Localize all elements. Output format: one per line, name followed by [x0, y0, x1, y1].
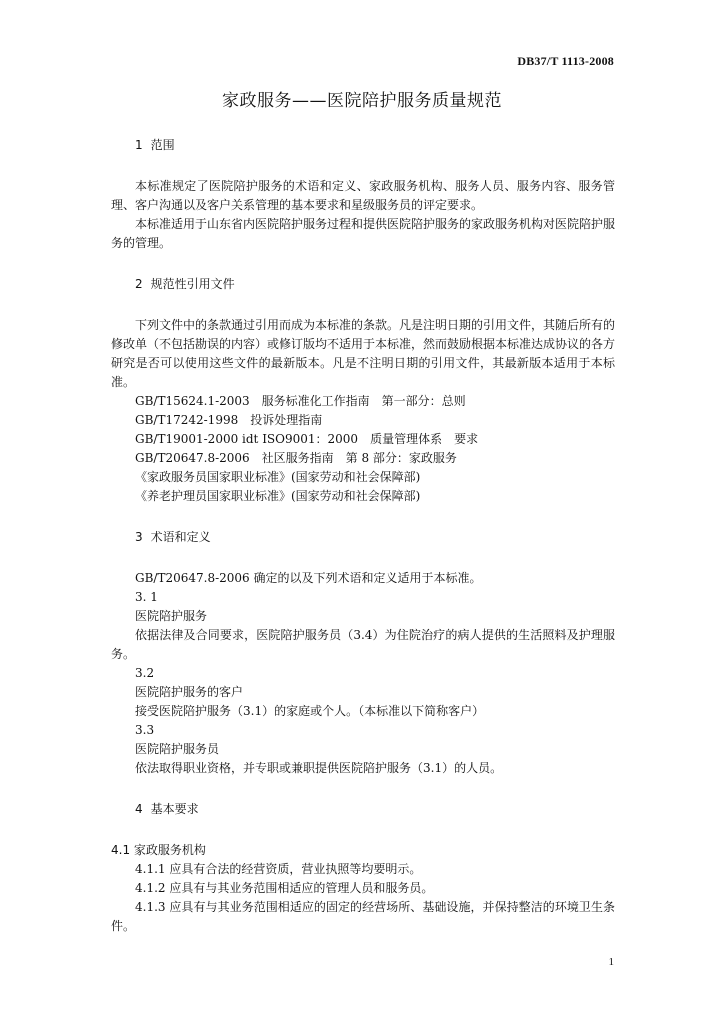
section-3-intro: GB/T20647.8-2006 确定的以及下列术语和定义适用于本标准。: [135, 571, 482, 585]
term-definition: 依法取得职业资格，并专职或兼职提供医院陪护服务（3.1）的人员。: [135, 761, 503, 775]
document-body: [111, 136, 615, 936]
section-2-heading: [111, 275, 615, 294]
section-number: 2: [135, 277, 143, 291]
standard-code: DB37/T 1113-2008: [517, 54, 614, 68]
term-name: 医院陪护服务: [135, 609, 208, 623]
subsection-4-1-heading: [111, 841, 615, 860]
term-number: 3.2: [135, 666, 155, 680]
reference-item: GB/T15624.1-2003 服务标准化工作指南 第一部分：总则: [135, 394, 466, 408]
term-number: 3.3: [135, 723, 155, 737]
section-number: 1: [135, 138, 143, 152]
requirement-item: 4.1.3 应具有与其业务范围相适应的固定的经营场所、基础设施，并保持整洁的环境卫生条件。: [111, 900, 615, 933]
section-4-heading: [111, 800, 615, 819]
reference-item: GB/T20647.8-2006 社区服务指南 第 8 部分：家政服务: [135, 451, 457, 465]
term-number: 3. 1: [135, 590, 158, 604]
section-title: 基本要求: [150, 802, 199, 816]
reference-item: 《家政服务员国家职业标准》(国家劳动和社会保障部): [135, 470, 421, 484]
term-definition: 依据法律及合同要求，医院陪护服务员（3.4）为住院治疗的病人提供的生活照料及护理服务。: [111, 628, 615, 661]
subsection-title: 家政服务机构: [133, 843, 206, 857]
subsection-number: 4.1: [111, 843, 131, 857]
section-1-paragraph-2: 本标准适用于山东省内医院陪护服务过程和提供医院陪护服务的家政服务机构对医院陪护服务的管理。: [111, 217, 616, 250]
section-2-paragraph: 下列文件中的条款通过引用而成为本标准的条款。凡是注明日期的引用文件，其随后所有的修改单（不包括勘误的内容）或修订版均不适用于本标准，然而鼓励根据本标准达成协议的各方研究是否可以使用这些文件的最新版本。凡是不注明日期的引用文件，其最新版本适用于本标准。: [111, 318, 616, 389]
section-number: 4: [135, 802, 143, 816]
section-title: 范围: [150, 138, 175, 152]
reference-item: GB/T17242-1998 投诉处理指南: [135, 413, 323, 427]
page-number: 1: [608, 956, 614, 968]
requirement-item: 4.1.1 应具有合法的经营资质，营业执照等均要明示。: [135, 862, 422, 876]
section-3-heading: [111, 528, 615, 547]
section-number: 3: [135, 530, 143, 544]
requirement-item: 4.1.2 应具有与其业务范围相适应的管理人员和服务员。: [135, 881, 434, 895]
term-definition: 接受医院陪护服务（3.1）的家庭或个人。（本标准以下简称客户）: [135, 704, 485, 718]
section-title: 术语和定义: [150, 530, 211, 544]
reference-item: 《养老护理员国家职业标准》(国家劳动和社会保障部): [135, 489, 421, 503]
section-1-heading: [111, 136, 615, 155]
section-title: 规范性引用文件: [150, 277, 235, 291]
term-name: 医院陪护服务的客户: [135, 685, 244, 699]
document-title: 家政服务——医院陪护服务质量规范: [222, 91, 502, 111]
term-name: 医院陪护服务员: [135, 742, 220, 756]
section-1-paragraph-1: 本标准规定了医院陪护服务的术语和定义、家政服务机构、服务人员、服务内容、服务管理、客户沟通以及客户关系管理的基本要求和星级服务员的评定要求。: [111, 179, 615, 212]
reference-item: GB/T19001-2000 idt ISO9001：2000 质量管理体系 要求: [135, 432, 479, 446]
